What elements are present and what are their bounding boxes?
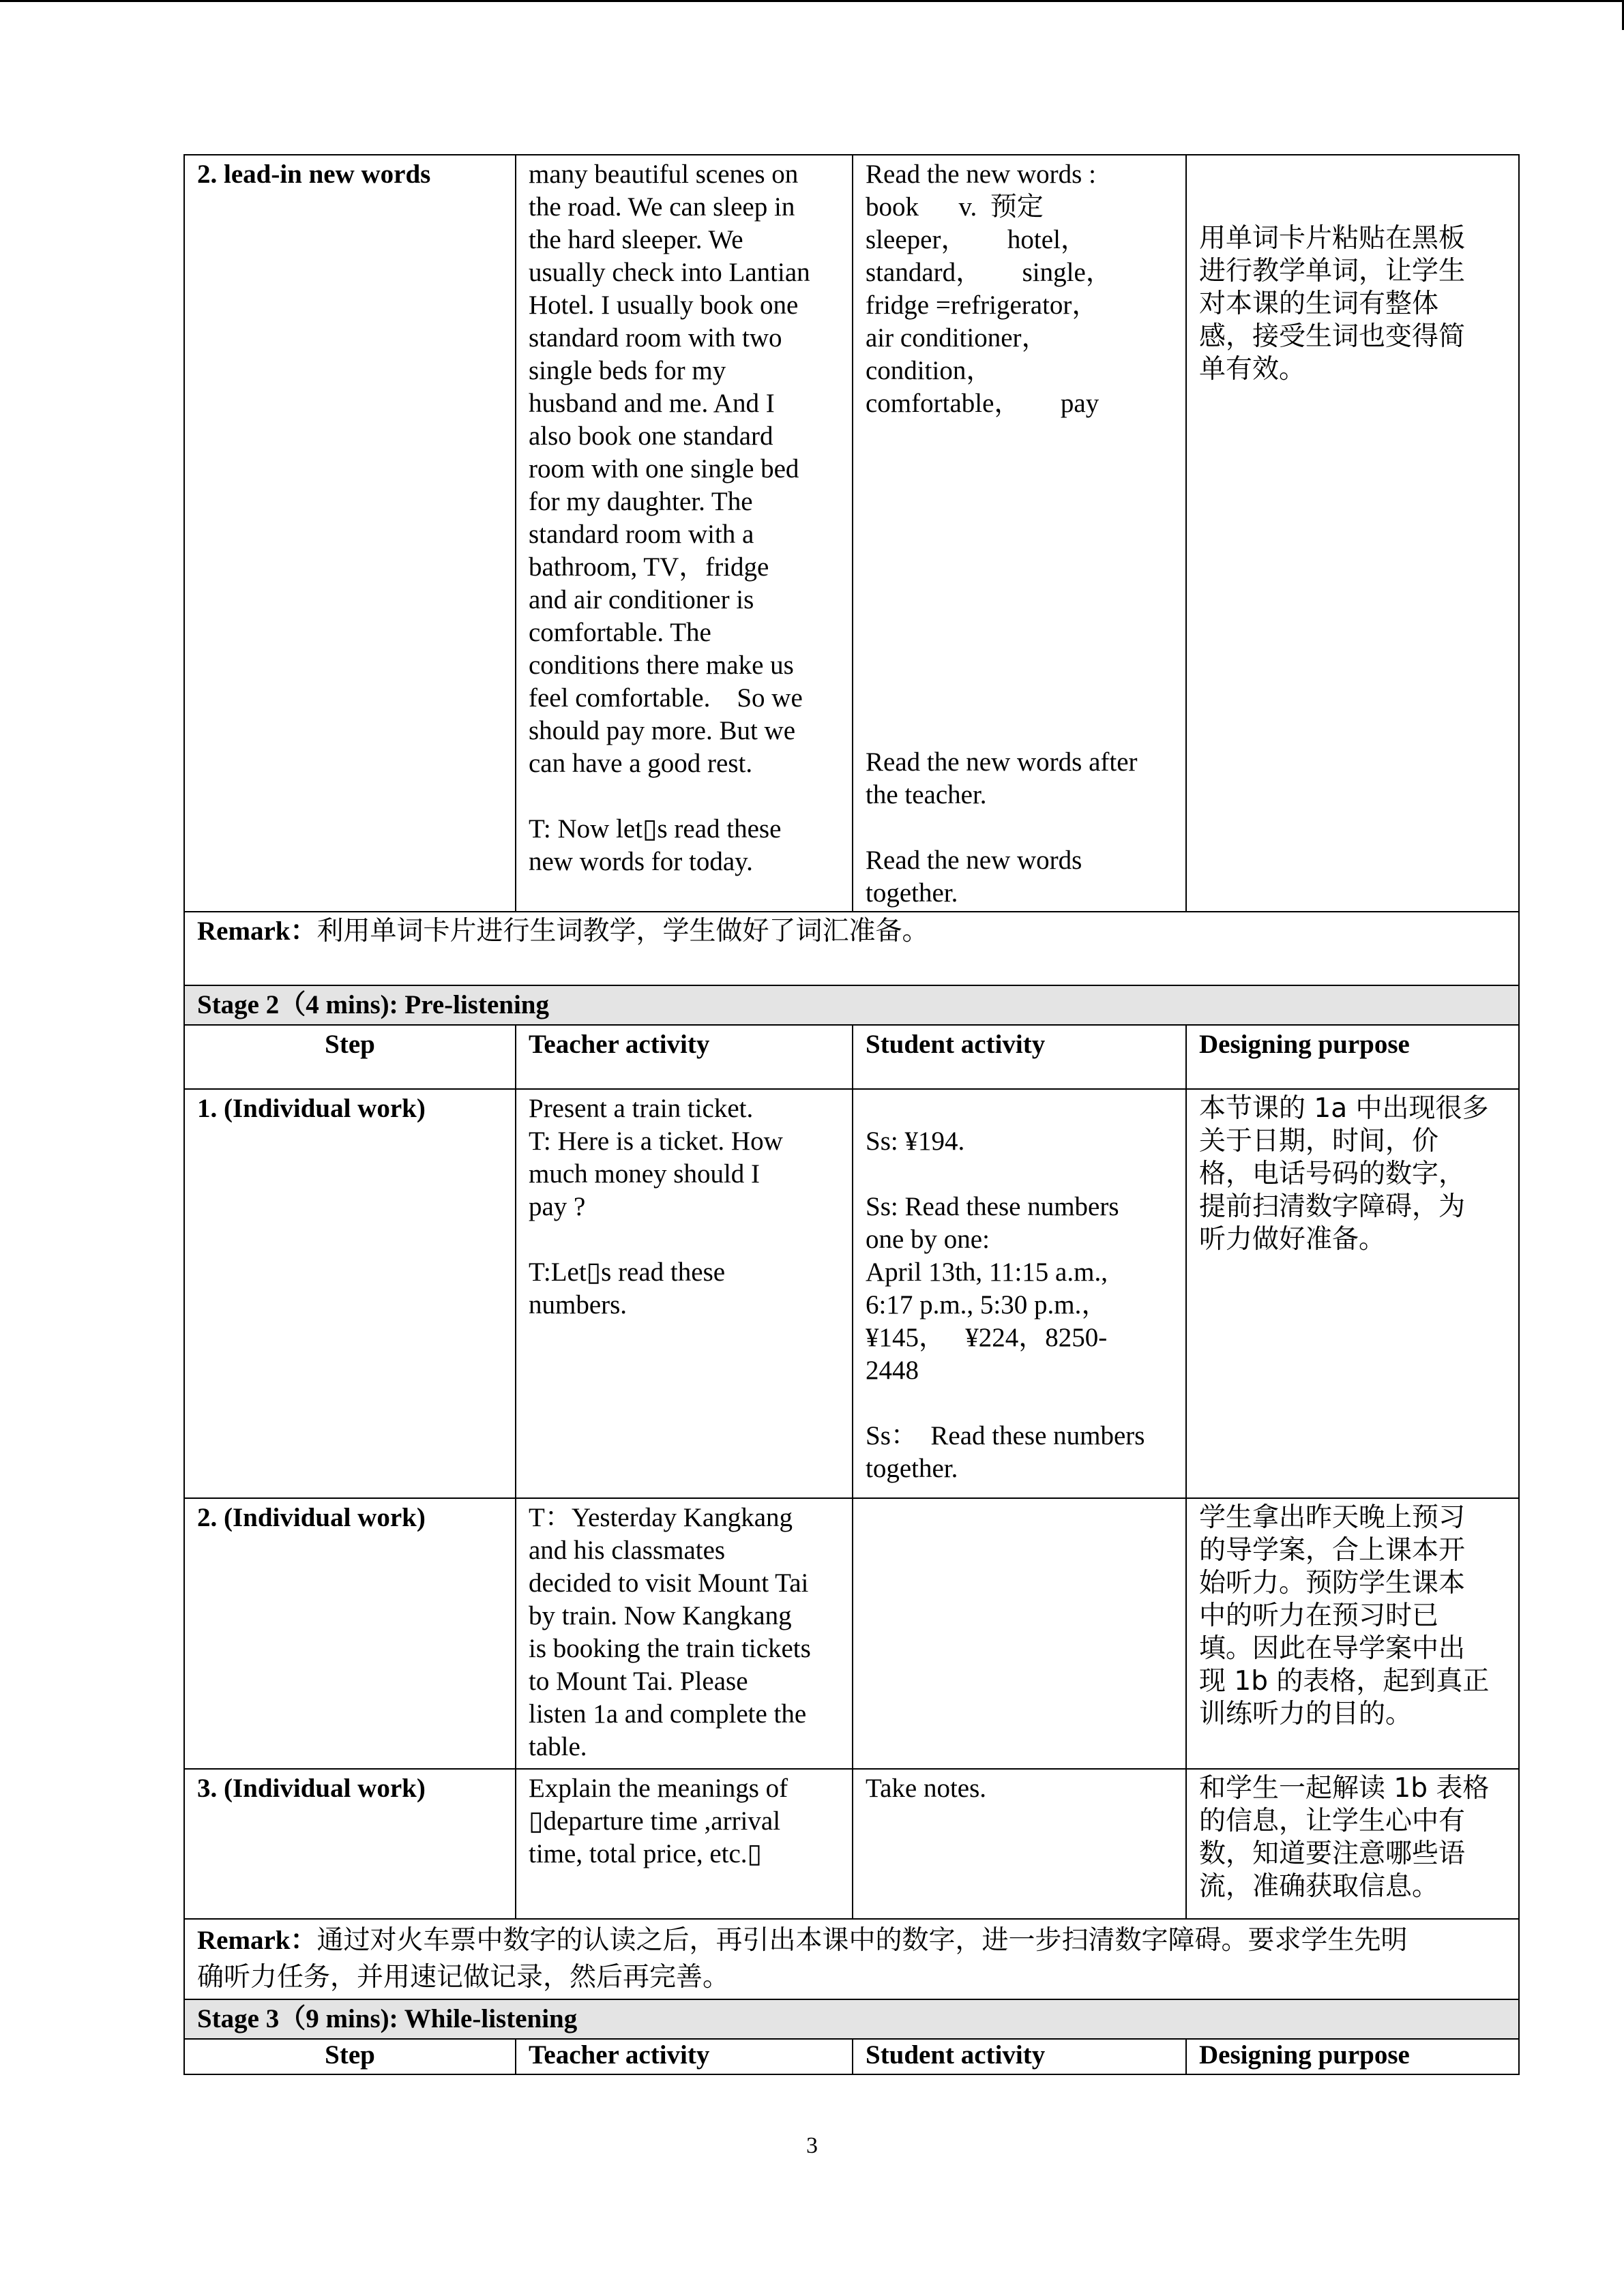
header-step: Step bbox=[184, 2039, 516, 2074]
text-line: 训练听力的目的。 bbox=[1199, 1699, 1413, 1729]
text-line: Ss: ¥194. bbox=[866, 1127, 965, 1156]
header-student: Student activity bbox=[853, 2039, 1186, 2074]
text-line: one by one: bbox=[866, 1225, 990, 1254]
stage-3-row bbox=[184, 1999, 1519, 2039]
header-purpose: Designing purpose bbox=[1186, 2039, 1519, 2074]
text-line: 感，接受生词也变得简 bbox=[1199, 321, 1466, 352]
header-teacher: Teacher activity bbox=[516, 2039, 853, 2074]
text-line: conditions there make us bbox=[529, 651, 794, 680]
header-step: Step bbox=[184, 1025, 516, 1089]
text-line: decided to visit Mount Tai bbox=[529, 1568, 809, 1598]
text-line: 现 1b 的表格，起到真正 bbox=[1199, 1666, 1490, 1697]
text-line: 本节课的 1a 中出现很多 bbox=[1199, 1093, 1489, 1124]
text-line: Read the new words after bbox=[866, 747, 1138, 777]
text-line: standard room with a bbox=[529, 520, 754, 549]
text-line: the hard sleeper. We bbox=[529, 225, 743, 254]
text-line: 进行教学单词，让学生 bbox=[1199, 256, 1466, 286]
text-line: 对本课的生词有整体 bbox=[1199, 288, 1439, 319]
text-line: book v. 预定 bbox=[866, 192, 1044, 222]
purpose-1 bbox=[1186, 1089, 1519, 1498]
stage-2-title: Stage 2（4 mins): Pre-listening bbox=[184, 985, 1519, 1025]
page-number: 3 bbox=[806, 2133, 818, 2158]
text-line: is booking the train tickets bbox=[529, 1634, 811, 1663]
header-teacher: Teacher activity bbox=[516, 1025, 853, 1089]
text-line: sleeper， hotel， bbox=[866, 225, 1087, 254]
text-line: comfortable， pay bbox=[866, 389, 1099, 418]
purpose-2 bbox=[1186, 1498, 1519, 1769]
remark-row-2 bbox=[184, 1919, 1519, 1999]
remark-text: 利用单词卡片进行生词教学，学生做好了词汇准备。 bbox=[316, 916, 929, 946]
stage-2-row bbox=[184, 985, 1519, 1025]
text-line bbox=[866, 811, 1173, 844]
text-line: 学生拿出昨天晚上预习 bbox=[1199, 1502, 1466, 1533]
text-line: 用单词卡片粘贴在黑板 bbox=[1199, 223, 1466, 254]
text-line: 中的听力在预习时已 bbox=[1199, 1600, 1439, 1631]
text-line bbox=[866, 1092, 1173, 1125]
student-lines bbox=[866, 1772, 1173, 1805]
teacher-lines bbox=[529, 158, 840, 878]
teacher-lines bbox=[529, 1092, 840, 1322]
text-line: Present a train ticket. bbox=[529, 1094, 754, 1123]
text-line: Take notes. bbox=[866, 1774, 987, 1803]
student-lines-top bbox=[866, 158, 1173, 420]
text-line: standard room with two bbox=[529, 323, 782, 353]
text-line: together. bbox=[866, 878, 958, 908]
text-line: ¥145， ¥224，8250- bbox=[866, 1323, 1108, 1352]
text-line: T: Now let▯s read these bbox=[529, 814, 782, 844]
row-individual-work-2 bbox=[184, 1498, 1519, 1769]
purpose-lines bbox=[1199, 1502, 1506, 1731]
text-line: table. bbox=[529, 1732, 587, 1761]
text-line: and his classmates bbox=[529, 1536, 726, 1565]
text-line: 数，知道要注意哪些语 bbox=[1199, 1838, 1466, 1869]
text-line: T：Yesterday Kangkang bbox=[529, 1503, 793, 1532]
text-line: T:Let▯s read these bbox=[529, 1257, 726, 1287]
text-line: 2448 bbox=[866, 1356, 919, 1385]
text-line: the teacher. bbox=[866, 780, 987, 809]
purpose-lines bbox=[1199, 1772, 1506, 1903]
text-line bbox=[866, 1158, 1173, 1191]
teacher-activity-1 bbox=[516, 1089, 853, 1498]
step-2: 2. (Individual work) bbox=[184, 1498, 516, 1769]
text-line: condition， bbox=[866, 356, 993, 385]
text-line: Read the new words : bbox=[866, 160, 1096, 189]
text-line: 6:17 p.m., 5:30 p.m.， bbox=[866, 1290, 1108, 1320]
teacher-activity-2 bbox=[516, 1498, 853, 1769]
text-line: 始听力。预防学生课本 bbox=[1199, 1568, 1466, 1598]
text-line: 的信息，让学生心中有 bbox=[1199, 1806, 1466, 1836]
teacher-activity-lead-in bbox=[516, 155, 853, 912]
text-line bbox=[529, 1223, 840, 1256]
student-lines-bottom bbox=[866, 746, 1173, 910]
text-line: single beds for my bbox=[529, 356, 726, 385]
text-line bbox=[529, 780, 840, 813]
lesson-plan-table bbox=[183, 154, 1520, 2075]
text-line: and air conditioner is bbox=[529, 585, 754, 614]
text-line: 和学生一起解读 1b 表格 bbox=[1199, 1773, 1490, 1804]
text-line: 提前扫清数字障碍，为 bbox=[1199, 1191, 1466, 1222]
text-line: pay ? bbox=[529, 1192, 586, 1221]
text-line: comfortable. The bbox=[529, 618, 711, 647]
teacher-lines bbox=[529, 1502, 840, 1763]
text-line: should pay more. But we bbox=[529, 716, 796, 745]
text-line bbox=[866, 1387, 1173, 1420]
text-line: April 13th, 11:15 a.m., bbox=[866, 1257, 1108, 1287]
row-lead-in bbox=[184, 155, 1519, 912]
text-line: to Mount Tai. Please bbox=[529, 1667, 748, 1696]
text-line: new words for today. bbox=[529, 847, 753, 876]
text-line: 流，准确获取信息。 bbox=[1199, 1871, 1439, 1902]
text-line: 的导学案，合上课本开 bbox=[1199, 1535, 1466, 1566]
remark-1 bbox=[184, 912, 1519, 985]
text-line: Ss： Read these numbers bbox=[866, 1421, 1145, 1450]
teacher-activity-3 bbox=[516, 1769, 853, 1919]
remark-label: Remark： bbox=[197, 1926, 317, 1955]
text-line: 单有效。 bbox=[1199, 354, 1306, 385]
remark-row-1 bbox=[184, 912, 1519, 985]
remark-text-line-2: 确听力任务，并用速记做记录，然后再完善。 bbox=[197, 1962, 730, 1993]
text-line: Read the new words bbox=[866, 846, 1082, 875]
teacher-lines bbox=[529, 1772, 840, 1870]
text-line: Explain the meanings of bbox=[529, 1774, 788, 1803]
text-line: much money should I bbox=[529, 1159, 761, 1189]
text-line: Hotel. I usually book one bbox=[529, 290, 799, 320]
text-line: 格，电话号码的数字， bbox=[1199, 1159, 1466, 1189]
text-line: for my daughter. The bbox=[529, 487, 753, 516]
remark-text-line-1: 通过对火车票中数字的认读之后，再引出本课中的数字，进一步扫清数字障碍。要求学生先明 bbox=[316, 1925, 1408, 1956]
purpose-lead-in bbox=[1186, 155, 1519, 912]
header-row-stage-2 bbox=[184, 1025, 1519, 1089]
text-line: T: Here is a ticket. How bbox=[529, 1127, 783, 1156]
text-line: numbers. bbox=[529, 1290, 628, 1320]
text-line: room with one single bed bbox=[529, 454, 799, 483]
text-line: husband and me. And I bbox=[529, 389, 775, 418]
text-line: 听力做好准备。 bbox=[1199, 1224, 1386, 1255]
text-line: standard， single， bbox=[866, 258, 1112, 287]
step-lead-in: 2. lead-in new words bbox=[184, 155, 516, 912]
text-line: can have a good rest. bbox=[529, 749, 753, 778]
text-line: listen 1a and complete the bbox=[529, 1699, 807, 1729]
purpose-3 bbox=[1186, 1769, 1519, 1919]
student-lines bbox=[866, 1092, 1173, 1485]
row-individual-work-3 bbox=[184, 1769, 1519, 1919]
stage-3-title: Stage 3（9 mins): While-listening bbox=[184, 1999, 1519, 2039]
remark-2 bbox=[184, 1919, 1519, 1999]
text-line: by train. Now Kangkang bbox=[529, 1601, 792, 1630]
text-line: feel comfortable. So we bbox=[529, 683, 803, 713]
text-line: bathroom, TV，fridge bbox=[529, 552, 769, 582]
text-line: also book one standard bbox=[529, 421, 773, 451]
text-line: 关于日期，时间，价 bbox=[1199, 1126, 1439, 1157]
header-student: Student activity bbox=[853, 1025, 1186, 1089]
text-line: ▯departure time ,arrival bbox=[529, 1806, 781, 1836]
text-line: usually check into Lantian bbox=[529, 258, 810, 287]
page-top-border bbox=[0, 0, 1624, 2]
text-line: 填。因此在导学案中出 bbox=[1199, 1633, 1466, 1664]
text-line: the road. We can sleep in bbox=[529, 192, 795, 222]
text-line: together. bbox=[866, 1454, 958, 1483]
step-3: 3. (Individual work) bbox=[184, 1769, 516, 1919]
row-individual-work-1 bbox=[184, 1089, 1519, 1498]
student-activity-2 bbox=[853, 1498, 1186, 1769]
text-line: air conditioner， bbox=[866, 323, 1048, 353]
purpose-lines bbox=[1199, 222, 1506, 386]
header-purpose: Designing purpose bbox=[1186, 1025, 1519, 1089]
text-line: fridge =refrigerator， bbox=[866, 290, 1099, 320]
text-line: Ss: Read these numbers bbox=[866, 1192, 1119, 1221]
step-1: 1. (Individual work) bbox=[184, 1089, 516, 1498]
header-row-stage-3 bbox=[184, 2039, 1519, 2074]
text-line: time, total price, etc.▯ bbox=[529, 1839, 762, 1868]
purpose-lines bbox=[1199, 1092, 1506, 1256]
student-activity-lead-in bbox=[853, 155, 1186, 912]
remark-label: Remark： bbox=[197, 916, 317, 946]
student-activity-1 bbox=[853, 1089, 1186, 1498]
student-activity-3 bbox=[853, 1769, 1186, 1919]
text-line: many beautiful scenes on bbox=[529, 160, 799, 189]
